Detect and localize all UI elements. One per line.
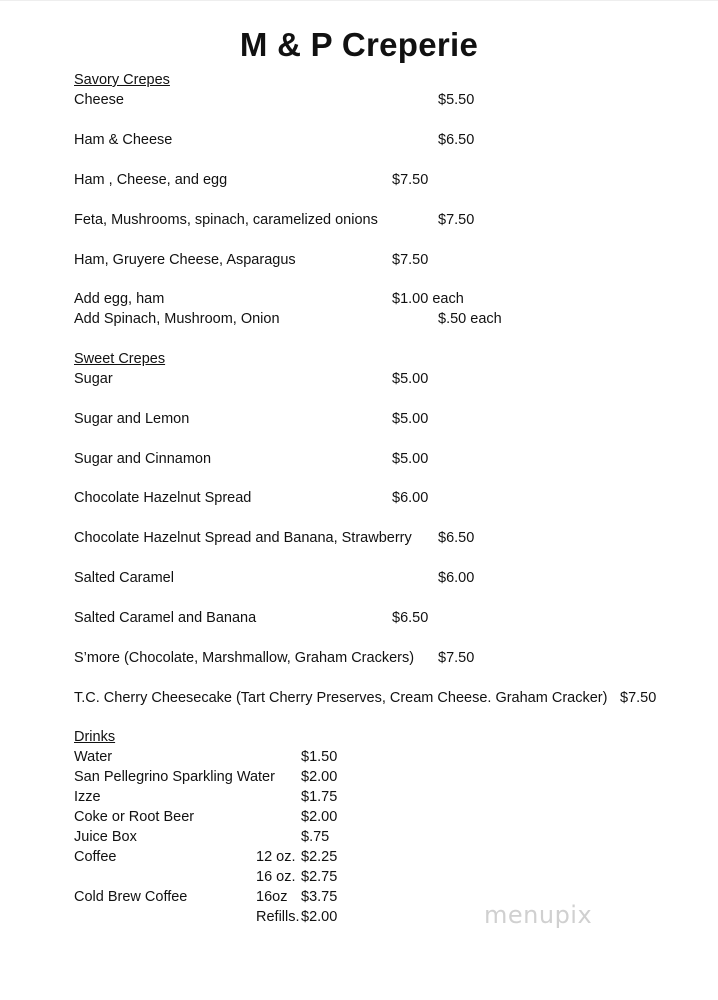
- menu-item-name: Cheese: [74, 92, 124, 108]
- menu-item-price: $7.50: [392, 252, 429, 268]
- drink-name: Izze: [74, 789, 101, 805]
- drink-size: 16 oz.: [256, 869, 296, 885]
- menu-item-price: $5.00: [392, 411, 429, 427]
- drink-price: $2.00: [301, 909, 338, 925]
- drink-size: 16oz: [256, 889, 288, 905]
- menu-item-price: $7.50: [438, 650, 475, 666]
- menu-item-name: Salted Caramel and Banana: [74, 610, 257, 626]
- menu-item-price: $7.50: [620, 690, 657, 706]
- menu-item-name: Ham, Gruyere Cheese, Asparagus: [74, 252, 296, 268]
- menu-item-price: $6.50: [438, 530, 475, 546]
- menu-item-name: Sugar: [74, 371, 113, 387]
- menu-item-name: Sugar and Lemon: [74, 411, 190, 427]
- menu-item-name: Chocolate Hazelnut Spread: [74, 490, 252, 506]
- menu-item-name: Feta, Mushrooms, spinach, caramelized onions: [74, 212, 378, 228]
- section-heading-sweet: Sweet Crepes: [74, 351, 166, 367]
- menu-item-name: Ham & Cheese: [74, 132, 173, 148]
- drink-price: $3.75: [301, 889, 338, 905]
- drink-price: $2.75: [301, 869, 338, 885]
- menu-item-price: $5.00: [392, 451, 429, 467]
- menu-item-name: Chocolate Hazelnut Spread and Banana, Strawberry: [74, 530, 412, 546]
- menu-item-name: Sugar and Cinnamon: [74, 451, 212, 467]
- drink-size: Refills.: [256, 909, 300, 925]
- menu-item-price: $5.00: [392, 371, 429, 387]
- menu-item-price: $6.00: [392, 490, 429, 506]
- menu-item-price: $.50 each: [438, 311, 502, 327]
- drink-name: Coffee: [74, 849, 117, 865]
- menu-item-price: $7.50: [438, 212, 475, 228]
- top-divider: [0, 0, 718, 1]
- drink-name: Cold Brew Coffee: [74, 889, 188, 905]
- drink-name: Juice Box: [74, 829, 137, 845]
- drink-price: $.75: [301, 829, 330, 845]
- menupix-watermark: menupix: [484, 901, 593, 929]
- drink-name: San Pellegrino Sparkling Water: [74, 769, 275, 785]
- drink-size: 12 oz.: [256, 849, 296, 865]
- page-title: M & P Creperie: [239, 26, 479, 63]
- menu-item-name: S’more (Chocolate, Marshmallow, Graham Crackers): [74, 650, 415, 666]
- drink-price: $2.00: [301, 769, 338, 785]
- drink-price: $1.75: [301, 789, 338, 805]
- drink-price: $2.00: [301, 809, 338, 825]
- menu-item-name: Add egg, ham: [74, 291, 165, 307]
- menu-item-price: $5.50: [438, 92, 475, 108]
- drink-name: Water: [74, 749, 113, 765]
- drink-name: Coke or Root Beer: [74, 809, 195, 825]
- menu-item-name: Salted Caramel: [74, 570, 174, 586]
- section-heading-savory: Savory Crepes: [74, 72, 170, 88]
- menu-item-name: T.C. Cherry Cheesecake (Tart Cherry Preserves, Cream Cheese. Graham Cracker): [74, 690, 608, 706]
- menu-item-price: $1.00 each: [392, 291, 464, 307]
- menu-item-price: $6.00: [438, 570, 475, 586]
- menu-item-price: $7.50: [392, 172, 429, 188]
- menu-item-price: $6.50: [438, 132, 475, 148]
- menu-item-name: Ham , Cheese, and egg: [74, 172, 228, 188]
- menu-item-name: Add Spinach, Mushroom, Onion: [74, 311, 280, 327]
- menu-item-price: $6.50: [392, 610, 429, 626]
- drink-price: $1.50: [301, 749, 338, 765]
- drink-price: $2.25: [301, 849, 338, 865]
- section-heading-drinks: Drinks: [74, 729, 116, 745]
